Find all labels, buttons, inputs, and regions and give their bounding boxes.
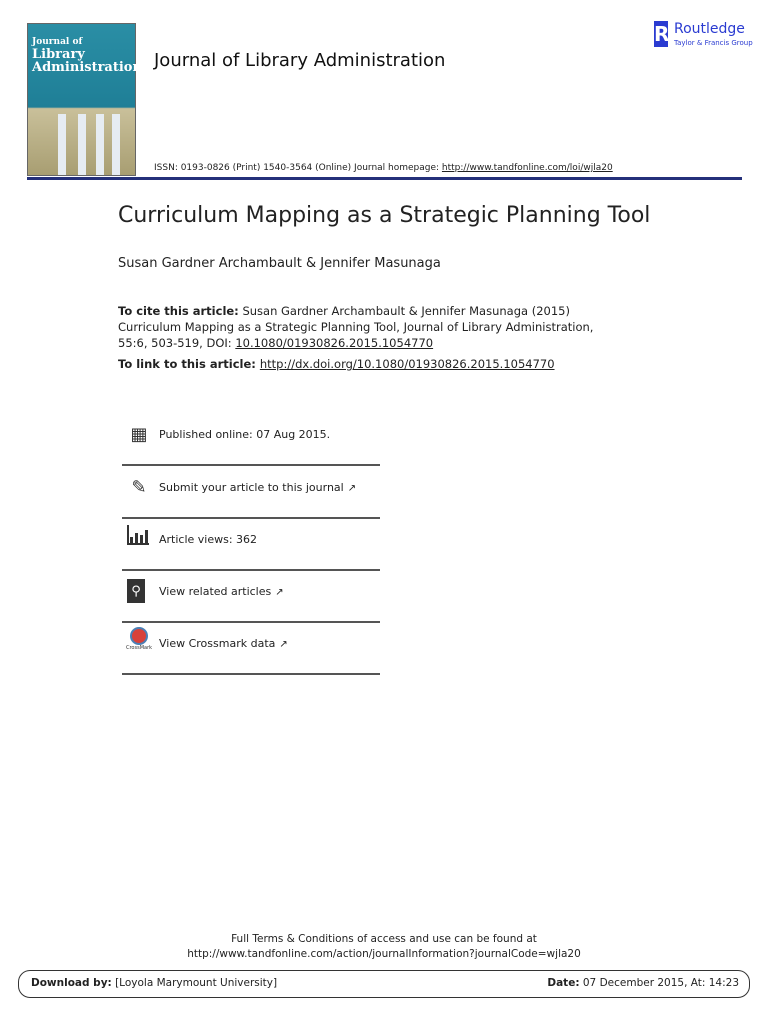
article-views: Article views: 362	[122, 517, 380, 571]
calendar-icon: ▦	[130, 423, 148, 445]
search-document-icon: ⚲	[127, 579, 145, 603]
submit-article-link[interactable]: ✎ Submit your article to this journal ↗	[122, 465, 380, 519]
download-bar: Download by: [Loyola Marymount University] Date: 07 December 2015, At: 14:23	[18, 970, 750, 998]
authors: Susan Gardner Archambault & Jennifer Masunaga	[118, 256, 441, 271]
bar-chart-icon	[127, 525, 149, 545]
external-link-icon: ↗	[279, 639, 288, 650]
external-link-icon: ↗	[347, 483, 357, 494]
routledge-logo-icon: R	[654, 22, 670, 46]
journal-cover-image	[27, 23, 142, 176]
cover-title-2: Administration	[32, 60, 142, 75]
article-link: To link to this article: http://dx.doi.org/10.1080/01930826.2015.1054770	[118, 357, 555, 371]
doi-link[interactable]: 10.1080/01930826.2015.1054770	[235, 336, 434, 350]
external-link-icon: ↗	[275, 587, 284, 598]
crossmark-icon: CrossMark	[127, 627, 151, 651]
issn-line: ISSN: 0193-0826 (Print) 1540-3564 (Online) Journal homepage: http://www.tandfonline.com/loi/wjla20	[154, 163, 613, 173]
journal-homepage-link[interactable]: http://www.tandfonline.com/loi/wjla20	[441, 163, 613, 173]
terms-footer: Full Terms & Conditions of access and use can be found at http://www.tandfonline.com/action/journalInformation?journalCode=wjla20	[187, 933, 581, 960]
related-articles-link[interactable]: ⚲ View related articles ↗	[122, 569, 380, 623]
journal-title: Journal of Library Administration	[154, 50, 446, 71]
header-divider	[27, 177, 742, 180]
crossmark-link[interactable]: CrossMark View Crossmark data ↗	[122, 621, 380, 675]
cover-title: Journal of Library	[32, 37, 85, 62]
article-title: Curriculum Mapping as a Strategic Planning Tool	[118, 203, 651, 228]
article-url-link[interactable]: http://dx.doi.org/10.1080/01930826.2015.1054770	[259, 357, 555, 371]
edit-icon: ✎	[131, 476, 147, 498]
published-online: ▦ Published online: 07 Aug 2015.	[122, 412, 380, 466]
citation: To cite this article: Susan Gardner Archambault & Jennifer Masunaga (2015) Curriculum Mapping as a Strategic Planning Tool, Journal of Library Administration, 55:6, 503-519, DOI: 10.1080/01930826.2015.1054770	[118, 304, 594, 350]
